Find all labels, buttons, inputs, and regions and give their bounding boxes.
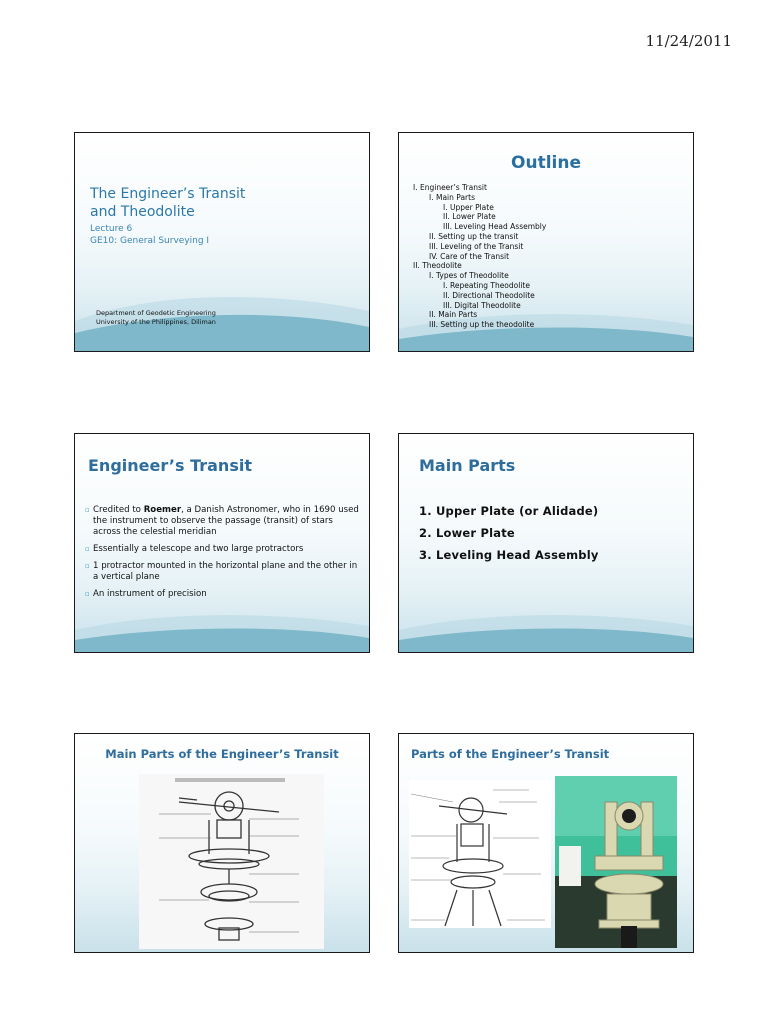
outline-item: III. Setting up the theodolite xyxy=(429,320,535,330)
outline-heading: Outline xyxy=(511,153,581,173)
outline-item: I. Main Parts xyxy=(429,192,475,202)
slide-title-heading: The Engineer’s Transit and Theodolite xyxy=(90,186,246,220)
bullet-item: ▫ Essentially a telescope and two large protractors xyxy=(89,544,359,555)
outline-item: I. Repeating Theodolite xyxy=(443,280,530,290)
list-item: 3. Leveling Head Assembly xyxy=(419,548,599,562)
outline-item: II. Main Parts xyxy=(429,310,478,320)
transit-diagram-image xyxy=(139,774,324,949)
bullet-item: ▫ Credited to Roemer, a Danish Astronomer, who in 1690 used the instrument to observe the passage (transit) of stars across the celestial meridian xyxy=(89,505,359,538)
outline-item: I. Types of Theodolite xyxy=(429,271,509,281)
slide-engineers-transit xyxy=(74,433,370,653)
outline-item: II. Setting up the transit xyxy=(429,231,519,241)
outline-item: I. Engineer’s Transit xyxy=(413,183,487,192)
slide-heading: Engineer’s Transit xyxy=(88,456,252,475)
slide-outline xyxy=(398,132,694,352)
list-item: 1. Upper Plate (or Alidade) xyxy=(419,504,599,518)
transit-diagram-icon xyxy=(139,774,324,949)
slide-wave-decoration xyxy=(399,582,693,652)
transit-diagram-icon xyxy=(409,780,551,928)
slide-heading: Main Parts of the Engineer’s Transit xyxy=(105,747,339,761)
outline-item: III. Leveling Head Assembly xyxy=(443,222,547,232)
slide-heading: Main Parts xyxy=(419,456,516,475)
slide-title xyxy=(74,132,370,352)
slide-main-parts-diagram xyxy=(74,733,370,953)
transit-labeled-diagram xyxy=(409,780,551,928)
outline-item: II. Directional Theodolite xyxy=(443,290,535,300)
bullet-item: ▫ 1 protractor mounted in the horizontal plane and the other in a vertical plane xyxy=(89,561,359,583)
slide-parts-diagram-photo xyxy=(398,733,694,953)
slide-main-parts xyxy=(398,433,694,653)
transit-photo-icon xyxy=(555,776,677,948)
outline-item: III. Digital Theodolite xyxy=(443,300,521,310)
slide-subtitle: Lecture 6 GE10: General Surveying I xyxy=(90,224,210,246)
outline-item: II. Theodolite xyxy=(413,261,462,271)
numbered-list xyxy=(419,500,599,566)
transit-photo xyxy=(555,776,677,948)
bullet-list xyxy=(89,505,359,606)
outline-item: I. Upper Plate xyxy=(443,202,494,212)
outline-item: II. Lower Plate xyxy=(443,212,496,222)
page-date: 11/24/2011 xyxy=(645,32,732,50)
outline-list xyxy=(413,183,546,330)
list-item: 2. Lower Plate xyxy=(419,526,515,540)
slide-heading: Parts of the Engineer’s Transit xyxy=(411,747,610,761)
outline-item: IV. Care of the Transit xyxy=(429,251,510,261)
outline-item: III. Leveling of the Transit xyxy=(429,241,524,251)
department-credit: Department of Geodetic Engineering University of the Philippines, Diliman xyxy=(96,309,216,326)
bullet-item: ▫ An instrument of precision xyxy=(89,589,359,600)
